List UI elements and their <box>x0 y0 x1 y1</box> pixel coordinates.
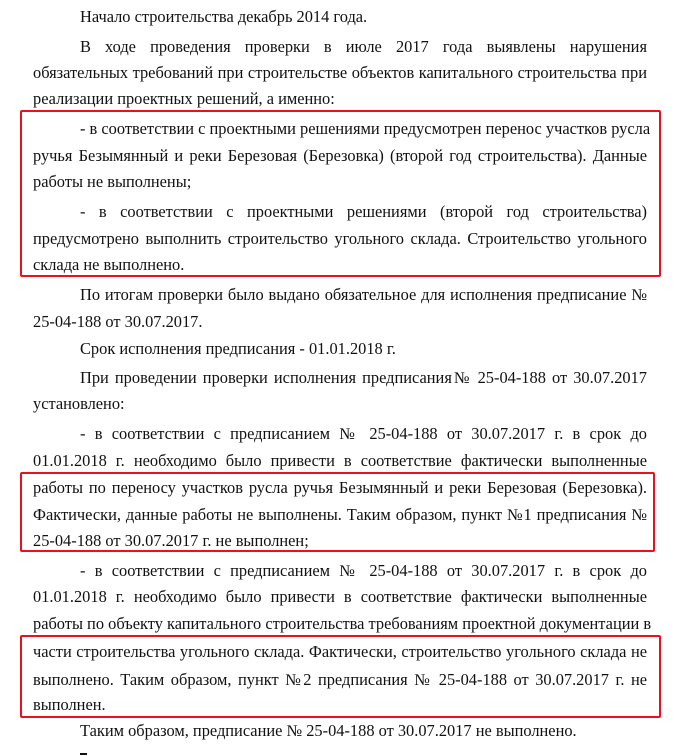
paragraph-line: Срок исполнения предписания - 01.01.2018 г. <box>80 339 396 358</box>
paragraph-line: предусмотрено выполнить строительство угольного склада. Строительство угольного <box>33 229 647 248</box>
paragraph-line: реализации проектных решений, а именно: <box>33 89 335 108</box>
paragraph-line: работы по объекту капитального строительства требованиям проектной документации в <box>33 614 652 633</box>
paragraph-line: 25-04-188 от 30.07.2017. <box>33 312 203 331</box>
paragraph-line: При проведении проверки исполнения предписания№ 25-04-188 от 30.07.2017 <box>80 368 647 387</box>
paragraph-line: работы не выполнены; <box>33 172 192 191</box>
paragraph-line: 01.01.2018 г. необходимо было привести в соответствие фактически выполненные <box>33 587 647 606</box>
paragraph-line: 25-04-188 от 30.07.2017 г. не выполнен; <box>33 531 309 550</box>
paragraph-line: Начало строительства декабрь 2014 года. <box>80 7 368 26</box>
paragraph-line: Таким образом, предписание № 25-04-188 от 30.07.2017 не выполнено. <box>80 721 577 740</box>
cut-off-line <box>80 748 90 756</box>
paragraph-line: выполнено. Таким образом, пункт №2 предписания № 25-04-188 от 30.07.2017 г. не <box>33 670 647 689</box>
paragraph-line: обязательных требований при строительстве объектов капитального строительства при <box>33 63 647 82</box>
paragraph-line: 01.01.2018 г. необходимо было привести в соответствие фактически выполненные <box>33 451 647 470</box>
paragraph-line: работы по переносу участков русла ручья Безымянный и реки Березовая (Березовка). <box>33 478 647 497</box>
paragraph-line: выполнен. <box>33 695 106 714</box>
paragraph-line: Фактически, данные работы не выполнены. Таким образом, пункт №1 предписания № <box>33 505 647 524</box>
paragraph-line: - в соответствии с предписанием № 25-04-188 от 30.07.2017 г. в срок до <box>80 561 647 580</box>
paragraph-line: части строительства угольного склада. Фактически, строительство угольного склада не <box>33 642 647 661</box>
paragraph-line: По итогам проверки было выдано обязательное для исполнения предписание № <box>80 285 647 304</box>
paragraph-line: - в соответствии с проектными решениями (второй год строительства) <box>80 202 647 221</box>
paragraph-line: установлено: <box>33 394 125 413</box>
paragraph-line: склада не выполнено. <box>33 255 185 274</box>
paragraph-line: - в соответствии с проектными решениями предусмотрен перенос участков русла <box>80 119 651 138</box>
paragraph-line: - в соответствии с предписанием № 25-04-188 от 30.07.2017 г. в срок до <box>80 424 647 443</box>
paragraph-line: ручья Безымянный и реки Березовая (Березовка) (второй год строительства). Данные <box>33 146 647 165</box>
cut-off-glyph <box>80 753 87 755</box>
paragraph-line: В ходе проведения проверки в июле 2017 года выявлены нарушения <box>80 37 647 56</box>
